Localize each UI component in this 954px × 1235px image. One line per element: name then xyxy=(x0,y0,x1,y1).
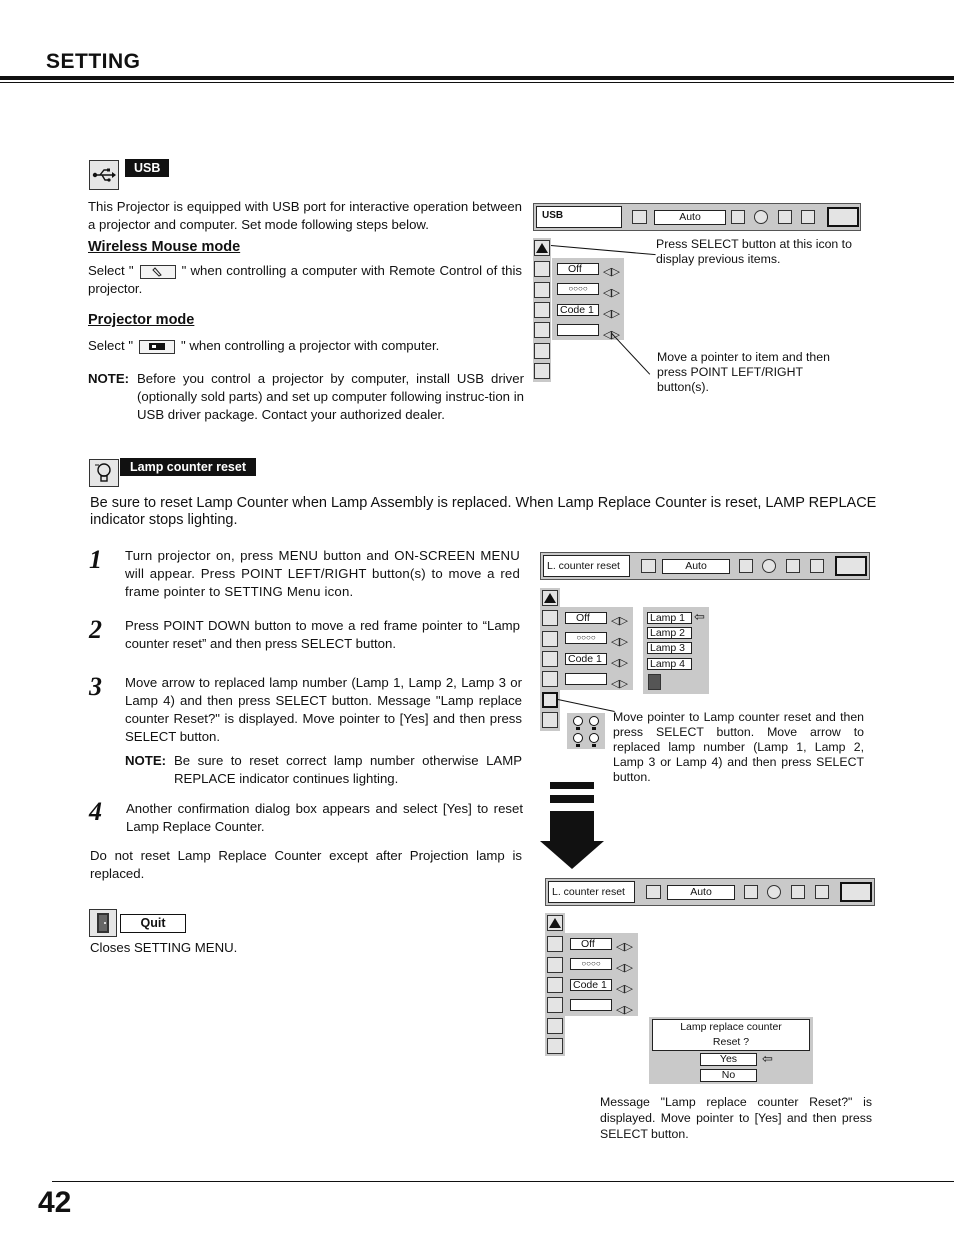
quit-small-icon xyxy=(542,712,558,728)
lamp-counter-icon xyxy=(547,1018,563,1034)
image-icon xyxy=(762,559,776,573)
sound-icon xyxy=(810,559,824,573)
off-field: Off xyxy=(570,938,612,950)
code-field: Code 1 xyxy=(565,653,607,665)
header-rule-thin xyxy=(0,82,954,83)
screen-icon xyxy=(786,559,800,573)
wireless-mouse-text: Select " " when controlling a computer with Remote Control of this projector. xyxy=(88,263,522,296)
lamp-mode-icon xyxy=(547,936,563,952)
quit-badge: Quit xyxy=(120,914,186,933)
lamp-icon xyxy=(547,957,563,973)
lamp-intro: Be sure to reset Lamp Counter when Lamp Assembly is replaced. When Lamp Replace Counter is reset, LAMP REPLACE indicator stops lighting. xyxy=(90,495,877,528)
lamp-icon xyxy=(534,282,550,298)
usb-note-text: Before you control a projector by computer, install USB driver (optionally sold parts) and set up computer following instruc-tion in USB driver package. Contact your authorized dealer. xyxy=(137,371,524,422)
code-field: Code 1 xyxy=(557,304,599,316)
lamp-counter-icon xyxy=(89,459,119,487)
usb-intro: This Projector is equipped with USB port for interactive operation between a projector and computer. Set mode following steps below. xyxy=(88,199,522,232)
usb-callout-2: Move a pointer to item and then press POINT LEFT/RIGHT button(s). xyxy=(657,350,830,394)
auto-field: Auto xyxy=(667,885,735,900)
lamp-indicator-panel xyxy=(567,713,605,749)
arrow-bar-icon xyxy=(550,782,594,789)
header-rule xyxy=(0,76,954,80)
lamp-callout-1: Move pointer to Lamp counter reset and then press SELECT button. Move arrow to replaced lamp number (Lamp 1, Lamp 2, Lamp 3 or Lamp 4) and then press SELECT button. xyxy=(613,710,864,784)
step-text: Another confirmation dialog box appears and select [Yes] to reset Lamp Replace Counter. xyxy=(126,801,523,834)
quit-icon xyxy=(89,909,117,937)
lamp-field: ○○○○ xyxy=(565,632,607,644)
setting-icon xyxy=(827,207,859,227)
input-icon xyxy=(632,210,647,224)
sound-icon xyxy=(801,210,815,224)
screen-icon xyxy=(791,885,805,899)
screen-icon xyxy=(778,210,792,224)
lamp-note-text: Be sure to reset correct lamp number otherwise LAMP REPLACE indicator continues lighting. xyxy=(174,753,522,786)
quit-small-icon xyxy=(534,363,550,379)
usb-badge: USB xyxy=(125,159,169,177)
projector-mode-icon xyxy=(139,340,175,354)
code-field: Code 1 xyxy=(570,979,612,991)
projector-mode-text: Select " " when controlling a projector with computer. xyxy=(88,338,440,353)
lamp-callout-2: Message "Lamp replace counter Reset?" is displayed. Move pointer to [Yes] and then press SELECT button. xyxy=(600,1095,872,1141)
step-number: 3 xyxy=(89,672,102,701)
mouse-field xyxy=(557,324,599,336)
reset-dialog-message: Lamp replace counter Reset ? xyxy=(652,1019,810,1051)
lamp-1-item: Lamp 1 xyxy=(647,612,692,624)
lr-arrows: ◁▷ ◁▷ ◁▷ ◁▷ xyxy=(603,266,620,341)
remote-icon xyxy=(534,302,550,318)
off-field: Off xyxy=(557,263,599,275)
mouse-field xyxy=(565,673,607,685)
page-number: 42 xyxy=(38,1186,72,1219)
leader-line xyxy=(558,699,615,712)
down-arrow-icon xyxy=(540,811,604,874)
quit-small-icon xyxy=(648,674,661,690)
up-arrow-icon xyxy=(547,915,563,931)
setting-icon xyxy=(840,882,872,902)
lamp-3-item: Lamp 3 xyxy=(647,642,692,654)
up-arrow-icon xyxy=(534,240,550,256)
usb-icon xyxy=(89,160,119,190)
lamp-counter-badge: Lamp counter reset xyxy=(120,458,256,476)
auto-field: Auto xyxy=(662,559,730,574)
usb-small-icon xyxy=(534,322,550,338)
usb-small-icon xyxy=(542,671,558,687)
lamp-field: ○○○○ xyxy=(557,283,599,295)
step-number: 1 xyxy=(89,545,102,574)
step-text: Press POINT DOWN button to move a red frame pointer to “Lamp counter reset” and then press SELECT button. xyxy=(125,618,520,651)
square-icon xyxy=(739,559,753,573)
lamp-menu-label: L. counter reset xyxy=(543,555,630,577)
lamp-menu-label: L. counter reset xyxy=(548,881,635,903)
page-title: SETTING xyxy=(46,50,141,73)
input-icon xyxy=(641,559,656,573)
quit-small-icon xyxy=(547,1038,563,1054)
image-icon xyxy=(767,885,781,899)
arrow-bar-icon xyxy=(550,795,594,803)
mouse-mode-icon xyxy=(140,265,176,279)
pointer-arrow-icon: ⇦ xyxy=(762,1051,773,1066)
step-number: 2 xyxy=(89,615,102,644)
leader-line xyxy=(611,333,650,375)
input-icon xyxy=(646,885,661,899)
leader-line xyxy=(551,245,656,255)
square-icon xyxy=(731,210,745,224)
usb-menu-label: USB xyxy=(536,206,622,228)
lamp-note: NOTE: xyxy=(125,753,167,768)
step-number: 4 xyxy=(89,797,102,826)
step-text: Turn projector on, press MENU button and ON-SCREEN MENU will appear. Press POINT LEFT/RIGHT button(s) to move a red frame pointer to SETTING Menu icon. xyxy=(125,548,520,599)
wireless-mouse-heading: Wireless Mouse mode xyxy=(88,239,241,255)
lamp-field: ○○○○ xyxy=(570,958,612,970)
setting-icon xyxy=(835,556,867,576)
lamp-counter-icon xyxy=(542,692,558,708)
no-button[interactable]: No xyxy=(700,1069,757,1082)
step-text: Move arrow to replaced lamp number (Lamp 1, Lamp 2, Lamp 3 or Lamp 4) and then press SELECT button. Message "Lamp replace counter Reset?" is displayed. Move pointer to [Yes] and then press SELECT button. xyxy=(125,675,522,744)
off-field: Off xyxy=(565,612,607,624)
yes-button[interactable]: Yes xyxy=(700,1053,757,1066)
square-icon xyxy=(744,885,758,899)
quit-text: Closes SETTING MENU. xyxy=(90,940,238,955)
auto-field: Auto xyxy=(654,210,726,225)
lr-arrows: ◁▷ ◁▷ ◁▷ ◁▷ xyxy=(611,615,628,690)
lamp-icon xyxy=(542,631,558,647)
remote-icon xyxy=(542,651,558,667)
lamp-counter-icon xyxy=(534,343,550,359)
image-icon xyxy=(754,210,768,224)
lamp-mode-icon xyxy=(542,610,558,626)
footer-rule xyxy=(52,1181,954,1182)
sound-icon xyxy=(815,885,829,899)
mouse-field xyxy=(570,999,612,1011)
usb-note: NOTE: xyxy=(88,371,130,386)
lamp-mode-icon xyxy=(534,261,550,277)
lamp-warning: Do not reset Lamp Replace Counter except after Projection lamp is replaced. xyxy=(90,848,522,881)
remote-icon xyxy=(547,977,563,993)
pointer-arrow-icon: ⇦ xyxy=(694,609,705,624)
up-arrow-icon xyxy=(542,590,558,606)
lamp-4-item: Lamp 4 xyxy=(647,658,692,670)
lamp-2-item: Lamp 2 xyxy=(647,627,692,639)
usb-small-icon xyxy=(547,997,563,1013)
lr-arrows: ◁▷ ◁▷ ◁▷ ◁▷ xyxy=(616,941,633,1016)
projector-mode-heading: Projector mode xyxy=(88,312,195,328)
usb-callout-1: Press SELECT button at this icon to display previous items. xyxy=(656,237,852,266)
